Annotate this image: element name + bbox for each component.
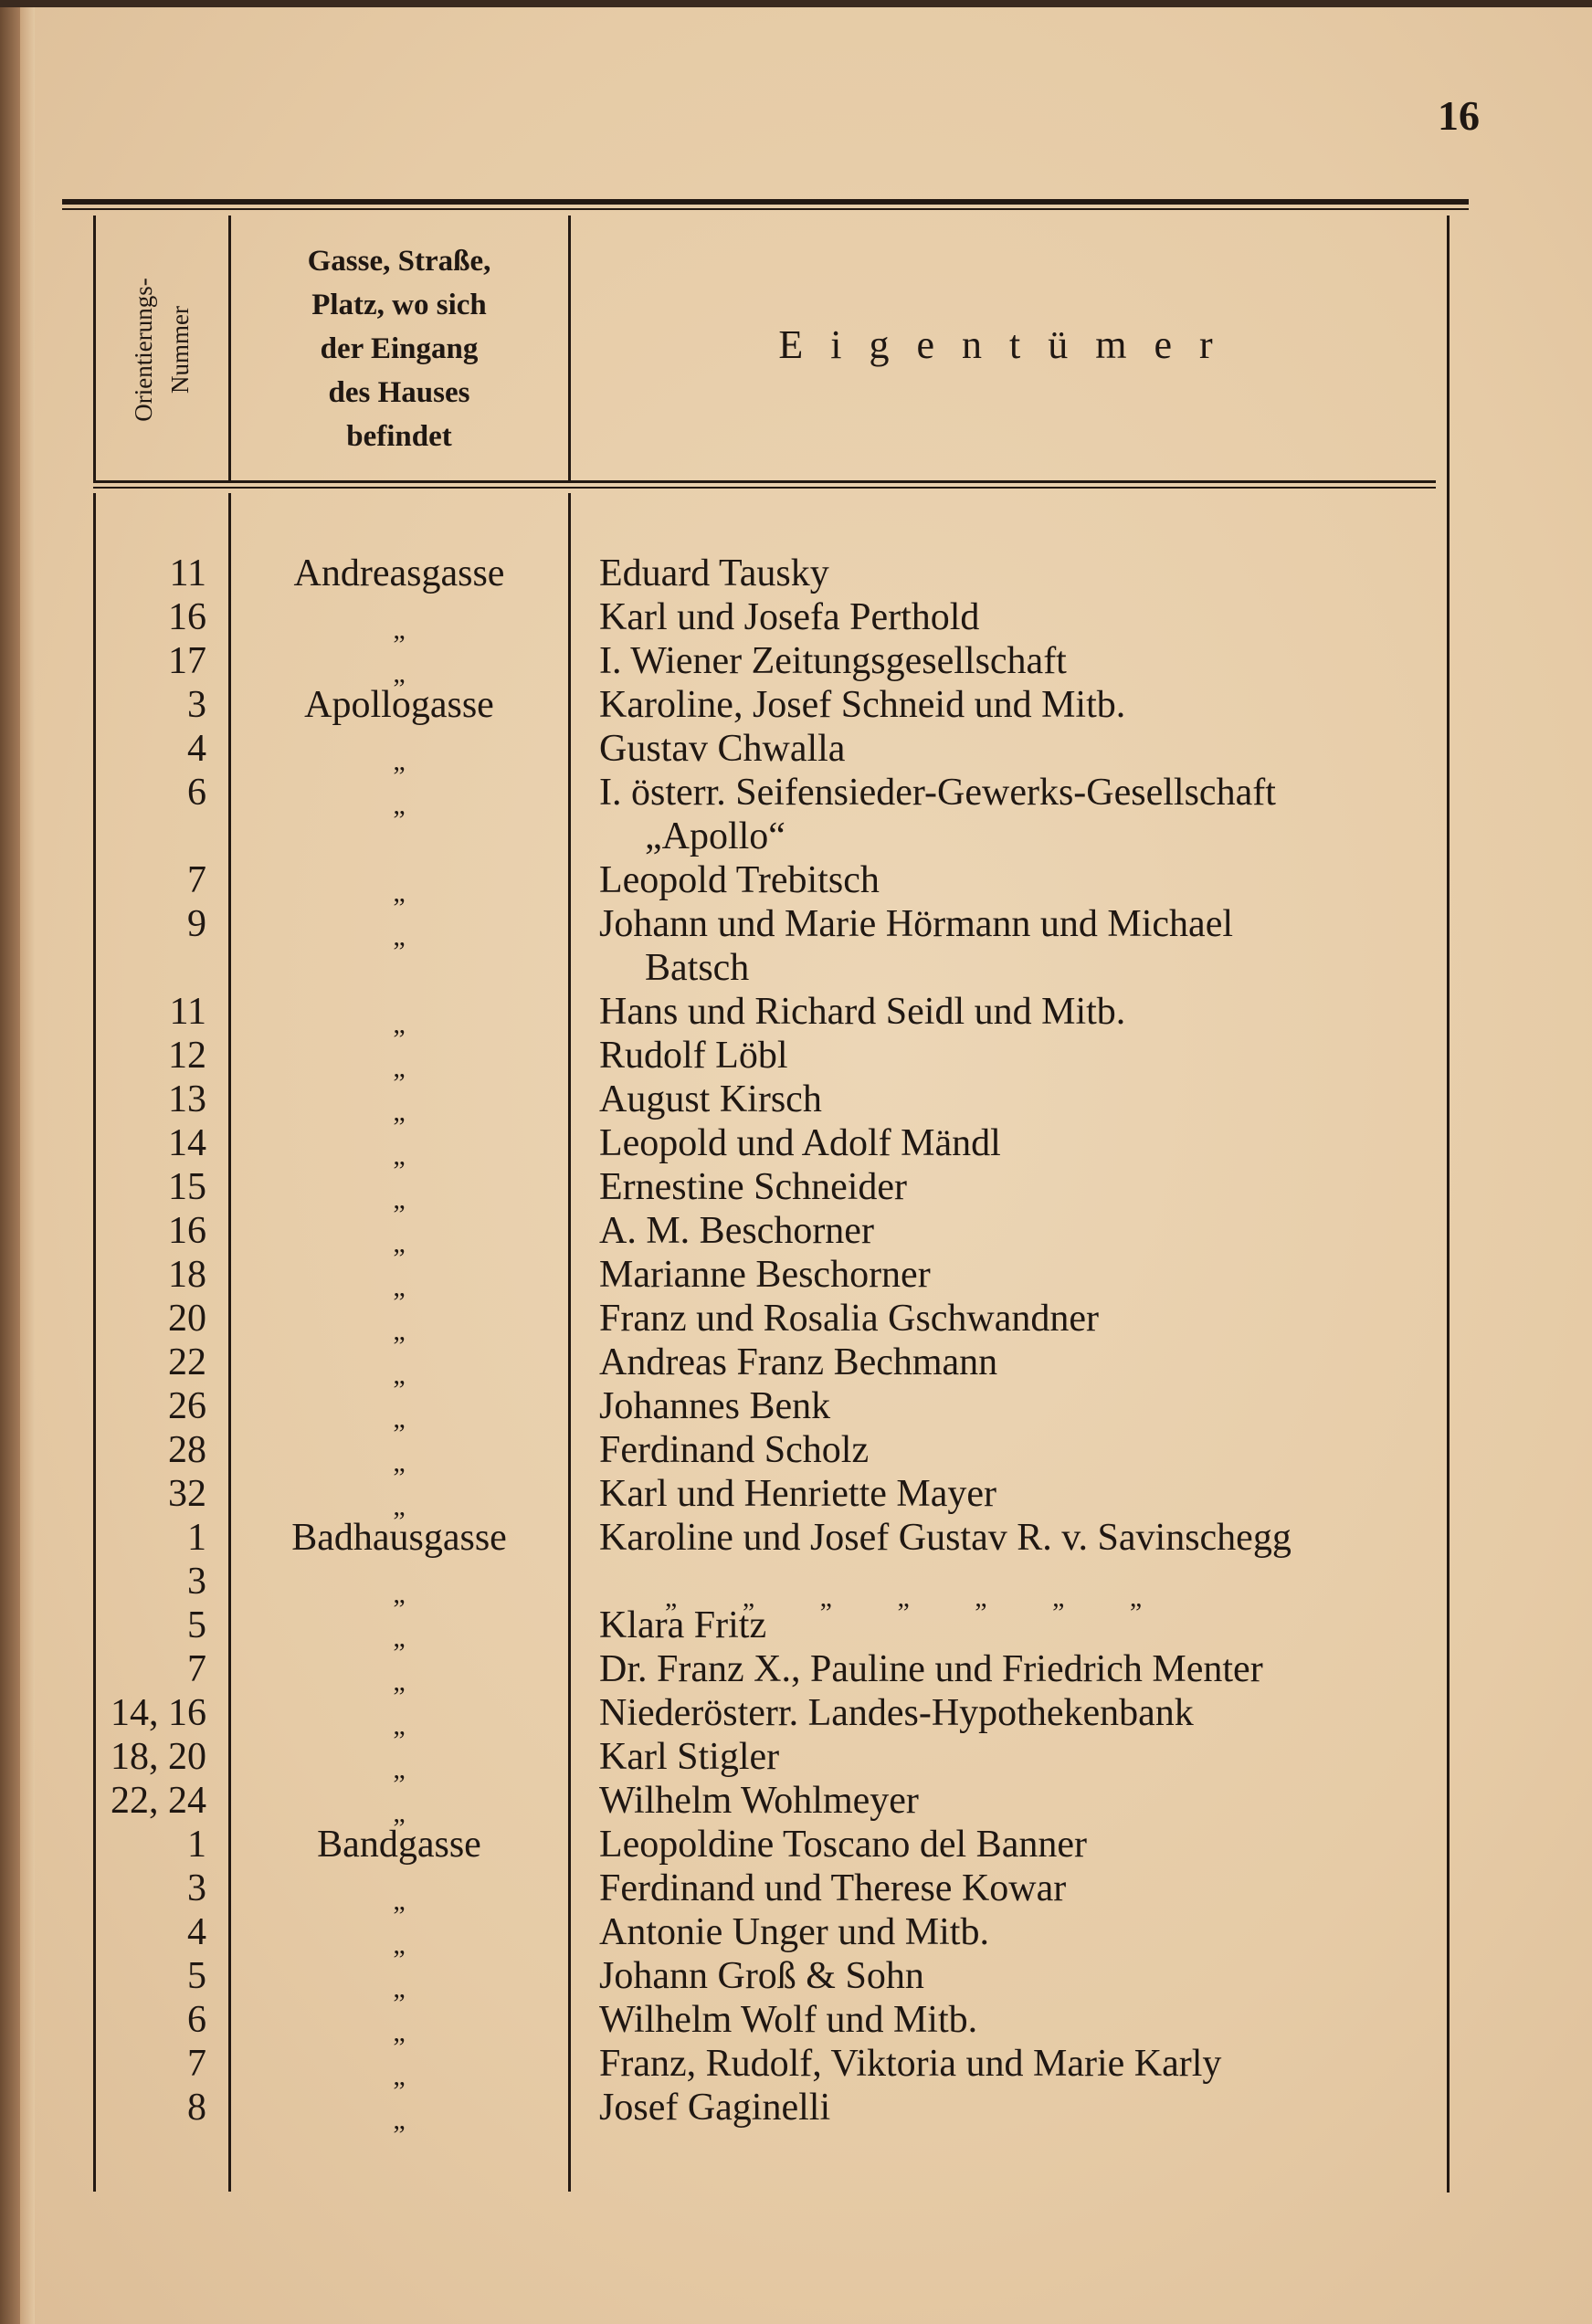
header-owner-column: Eigentümer xyxy=(778,322,1240,367)
row-owner-text: Wilhelm Wolf und Mitb. xyxy=(599,1999,978,2041)
row-number: 8 xyxy=(187,2087,206,2129)
header-street-line: Platz, wo sich xyxy=(311,289,487,321)
table-row xyxy=(0,1165,1461,1215)
header-number-line: Nummer xyxy=(166,305,194,394)
row-number: 6 xyxy=(187,1999,206,2041)
table-row xyxy=(0,1297,1461,1346)
row-number: 3 xyxy=(187,684,206,726)
row-street: „ xyxy=(393,615,406,645)
row-street: „ xyxy=(393,1228,406,1258)
row-owner-text: Leopold und Adolf Mändl xyxy=(599,1122,1001,1164)
row-owner-text: Klara Fritz xyxy=(599,1604,767,1646)
row-number: 3 xyxy=(187,1561,206,1603)
row-street: Bandgasse xyxy=(317,1824,481,1866)
row-street: „ xyxy=(393,790,406,820)
header-street-line: des Hauses xyxy=(328,376,470,409)
table-top-rule xyxy=(62,199,1469,205)
row-street: „ xyxy=(393,1141,406,1171)
row-owner xyxy=(599,771,1445,858)
row-number: 32 xyxy=(168,1473,206,1515)
row-owner xyxy=(599,1867,1445,1910)
header-number-column xyxy=(95,224,228,475)
row-owner xyxy=(599,683,1445,727)
row-number: 4 xyxy=(187,728,206,770)
row-owner xyxy=(599,552,1445,595)
row-street: Andreasgasse xyxy=(293,552,505,594)
row-owner-text: Karl und Henriette Mayer xyxy=(599,1473,996,1515)
row-owner-text: Niederösterr. Landes-Hypothekenbank xyxy=(599,1692,1194,1734)
row-number: 14, 16 xyxy=(111,1692,206,1734)
row-number: 11 xyxy=(169,991,206,1033)
row-owner xyxy=(599,1253,1445,1297)
row-number: 7 xyxy=(187,2043,206,2085)
row-owner xyxy=(599,1823,1445,1867)
row-street: „ xyxy=(393,1798,406,1828)
table-row xyxy=(0,1078,1461,1127)
table-row xyxy=(0,1428,1461,1477)
table-row xyxy=(0,595,1461,645)
row-owner-text: Karl Stigler xyxy=(599,1736,780,1778)
column-divider xyxy=(228,216,231,480)
row-owner xyxy=(599,858,1445,902)
header-number-label xyxy=(125,278,198,421)
page-top-edge xyxy=(0,0,1592,7)
table-row xyxy=(0,2042,1461,2091)
header-bottom-rule xyxy=(93,480,1436,483)
row-owner-text: Ernestine Schneider xyxy=(599,1166,908,1208)
row-owner xyxy=(599,1165,1445,1209)
row-owner xyxy=(599,1560,1445,1613)
row-owner xyxy=(599,595,1445,639)
row-owner xyxy=(599,1735,1445,1779)
row-street: „ xyxy=(393,1754,406,1784)
row-street: „ xyxy=(393,1009,406,1039)
row-street: „ xyxy=(393,1184,406,1215)
table-row xyxy=(0,1516,1461,1560)
table-row xyxy=(0,1779,1461,1828)
row-street: „ xyxy=(393,878,406,908)
row-street: „ xyxy=(393,921,406,952)
table-row xyxy=(0,1998,1461,2047)
row-owner-text: Franz und Rosalia Gschwandner xyxy=(599,1298,1100,1340)
table-row xyxy=(0,1384,1461,1434)
row-owner-text: Ferdinand Scholz xyxy=(599,1429,870,1471)
header-street-line: der Eingang xyxy=(320,332,479,365)
row-number: 15 xyxy=(168,1166,206,1208)
row-owner xyxy=(599,1691,1445,1735)
column-divider xyxy=(568,216,571,480)
table-row xyxy=(0,990,1461,1039)
row-owner xyxy=(599,1954,1445,1998)
row-number: 1 xyxy=(187,1824,206,1866)
header-number-line: Orientierungs- xyxy=(130,277,157,422)
header-street-line: befindet xyxy=(346,420,452,453)
row-number: 20 xyxy=(168,1298,206,1340)
row-number: 5 xyxy=(187,1604,206,1646)
table-row xyxy=(0,552,1461,595)
row-number: 13 xyxy=(168,1078,206,1120)
row-owner xyxy=(599,1779,1445,1823)
row-owner xyxy=(599,639,1445,683)
row-owner-text: Ferdinand und Therese Kowar xyxy=(599,1867,1067,1909)
row-owner-text: Antonie Unger und Mitb. xyxy=(599,1911,989,1953)
row-owner xyxy=(599,1341,1445,1384)
row-owner-text: A. M. Beschorner xyxy=(599,1210,874,1252)
header-street-line: Gasse, Straße, xyxy=(307,245,491,278)
row-owner xyxy=(599,1428,1445,1472)
table-row xyxy=(0,683,1461,727)
table-row xyxy=(0,727,1461,776)
table-row xyxy=(0,2086,1461,2135)
row-owner xyxy=(599,1034,1445,1078)
row-owner xyxy=(599,1384,1445,1428)
row-owner-text: Wilhelm Wohlmeyer xyxy=(599,1780,919,1822)
row-number: 9 xyxy=(187,903,206,945)
row-street: „ xyxy=(393,2061,406,2091)
row-owner xyxy=(599,1910,1445,1954)
row-owner xyxy=(599,1297,1445,1341)
row-owner xyxy=(599,2086,1445,2129)
row-number: 16 xyxy=(168,1210,206,1252)
table-row xyxy=(0,1121,1461,1171)
table-row xyxy=(0,1604,1461,1653)
table-row xyxy=(0,1560,1461,1613)
row-street: „ xyxy=(393,1579,406,1609)
row-street: „ xyxy=(393,1316,406,1346)
row-street: „ xyxy=(393,1097,406,1127)
row-owner-text: Marianne Beschorner xyxy=(599,1254,931,1296)
row-owner-text: Franz, Rudolf, Viktoria und Marie Karly xyxy=(599,2043,1222,2085)
row-owner-text: Rudolf Löbl xyxy=(599,1035,788,1077)
row-number: 7 xyxy=(187,859,206,901)
row-owner-text: Karoline, Josef Schneid und Mitb. xyxy=(599,684,1126,726)
row-owner-text: Eduard Tausky xyxy=(599,552,829,594)
row-number: 12 xyxy=(168,1035,206,1077)
row-owner xyxy=(599,1516,1445,1560)
row-owner xyxy=(599,902,1445,990)
row-street: „ xyxy=(393,1710,406,1740)
row-owner xyxy=(599,1472,1445,1516)
row-owner-text: Leopoldine Toscano del Banner xyxy=(599,1824,1087,1866)
row-owner-text: August Kirsch xyxy=(599,1078,822,1120)
row-street: Apollogasse xyxy=(304,684,494,726)
row-owner-text: Gustav Chwalla xyxy=(599,728,846,770)
row-owner xyxy=(599,2042,1445,2086)
row-number: 22 xyxy=(168,1341,206,1383)
row-owner xyxy=(599,1998,1445,2042)
table-row xyxy=(0,1867,1461,1916)
row-number: 11 xyxy=(169,552,206,594)
table-row xyxy=(0,1954,1461,2003)
row-street: „ xyxy=(393,1930,406,1960)
row-number: 6 xyxy=(187,772,206,814)
row-street: Badhausgasse xyxy=(291,1517,507,1559)
header-street-column xyxy=(234,239,564,458)
table-row xyxy=(0,639,1461,689)
row-street: „ xyxy=(393,658,406,689)
row-owner-text: Karl und Josefa Perthold xyxy=(599,596,980,638)
row-street: „ xyxy=(393,2105,406,2135)
row-number: 3 xyxy=(187,1867,206,1909)
table-row xyxy=(0,1647,1461,1697)
row-street: „ xyxy=(393,1272,406,1302)
row-owner-text: I. Wiener Zeitungsgesellschaft xyxy=(599,640,1067,682)
row-owner xyxy=(599,1078,1445,1121)
row-owner xyxy=(599,1604,1445,1647)
row-street: „ xyxy=(393,1404,406,1434)
row-owner-text: Karoline und Josef Gustav R. v. Savinschegg xyxy=(599,1517,1292,1559)
row-number: 17 xyxy=(168,640,206,682)
row-street: „ xyxy=(393,1491,406,1521)
row-street: „ xyxy=(393,1053,406,1083)
row-owner xyxy=(599,1121,1445,1165)
row-number: 16 xyxy=(168,596,206,638)
table-row xyxy=(0,1341,1461,1390)
table-row xyxy=(0,1735,1461,1784)
row-owner xyxy=(599,1647,1445,1691)
row-street: „ xyxy=(393,1623,406,1653)
row-street: „ xyxy=(393,1667,406,1697)
row-owner-text: Johann und Marie Hörmann und Michael xyxy=(599,903,1234,945)
row-owner-text: Josef Gaginelli xyxy=(599,2087,831,2129)
row-owner xyxy=(599,727,1445,771)
table-row xyxy=(0,1034,1461,1083)
row-number: 14 xyxy=(168,1122,206,1164)
row-owner xyxy=(599,1209,1445,1253)
row-number: 28 xyxy=(168,1429,206,1471)
table-row xyxy=(0,902,1461,990)
row-owner-text: Johann Groß & Sohn xyxy=(599,1955,924,1997)
row-owner-text: „ „ „ „ „ „ „ xyxy=(665,1583,1144,1613)
header-bottom-rule-thin xyxy=(93,487,1436,489)
row-number: 7 xyxy=(187,1648,206,1690)
table-body xyxy=(0,552,1461,2135)
row-street: „ xyxy=(393,1360,406,1390)
page-number: 16 xyxy=(1438,92,1480,139)
row-owner-text: Andreas Franz Bechmann xyxy=(599,1341,998,1383)
row-owner-text: Dr. Franz X., Pauline und Friedrich Menter xyxy=(599,1648,1263,1690)
row-owner xyxy=(599,990,1445,1034)
row-owner-text: Johannes Benk xyxy=(599,1385,831,1427)
row-owner-continuation: „Apollo“ xyxy=(645,815,785,857)
table-row xyxy=(0,1691,1461,1740)
row-number: 5 xyxy=(187,1955,206,1997)
table-row xyxy=(0,771,1461,858)
row-number: 1 xyxy=(187,1517,206,1559)
row-number: 26 xyxy=(168,1385,206,1427)
row-owner-continuation: Batsch xyxy=(645,947,750,989)
row-owner-text: Hans und Richard Seidl und Mitb. xyxy=(599,991,1126,1033)
row-owner-text: Leopold Trebitsch xyxy=(599,859,880,901)
row-number: 22, 24 xyxy=(111,1780,206,1822)
table-row xyxy=(0,1253,1461,1302)
row-number: 18 xyxy=(168,1254,206,1296)
row-street: „ xyxy=(393,1886,406,1916)
row-street: „ xyxy=(393,746,406,776)
row-number: 4 xyxy=(187,1911,206,1953)
table-row xyxy=(0,858,1461,908)
table-row xyxy=(0,1472,1461,1521)
table-row xyxy=(0,1823,1461,1867)
table-row xyxy=(0,1209,1461,1258)
row-street: „ xyxy=(393,1447,406,1477)
row-owner-text: I. österr. Seifensieder-Gewerks-Gesellschaft xyxy=(599,772,1276,814)
table-row xyxy=(0,1910,1461,1960)
row-street: „ xyxy=(393,1973,406,2003)
row-number: 18, 20 xyxy=(111,1736,206,1778)
row-street: „ xyxy=(393,2017,406,2047)
table-top-rule-thin xyxy=(62,208,1469,210)
